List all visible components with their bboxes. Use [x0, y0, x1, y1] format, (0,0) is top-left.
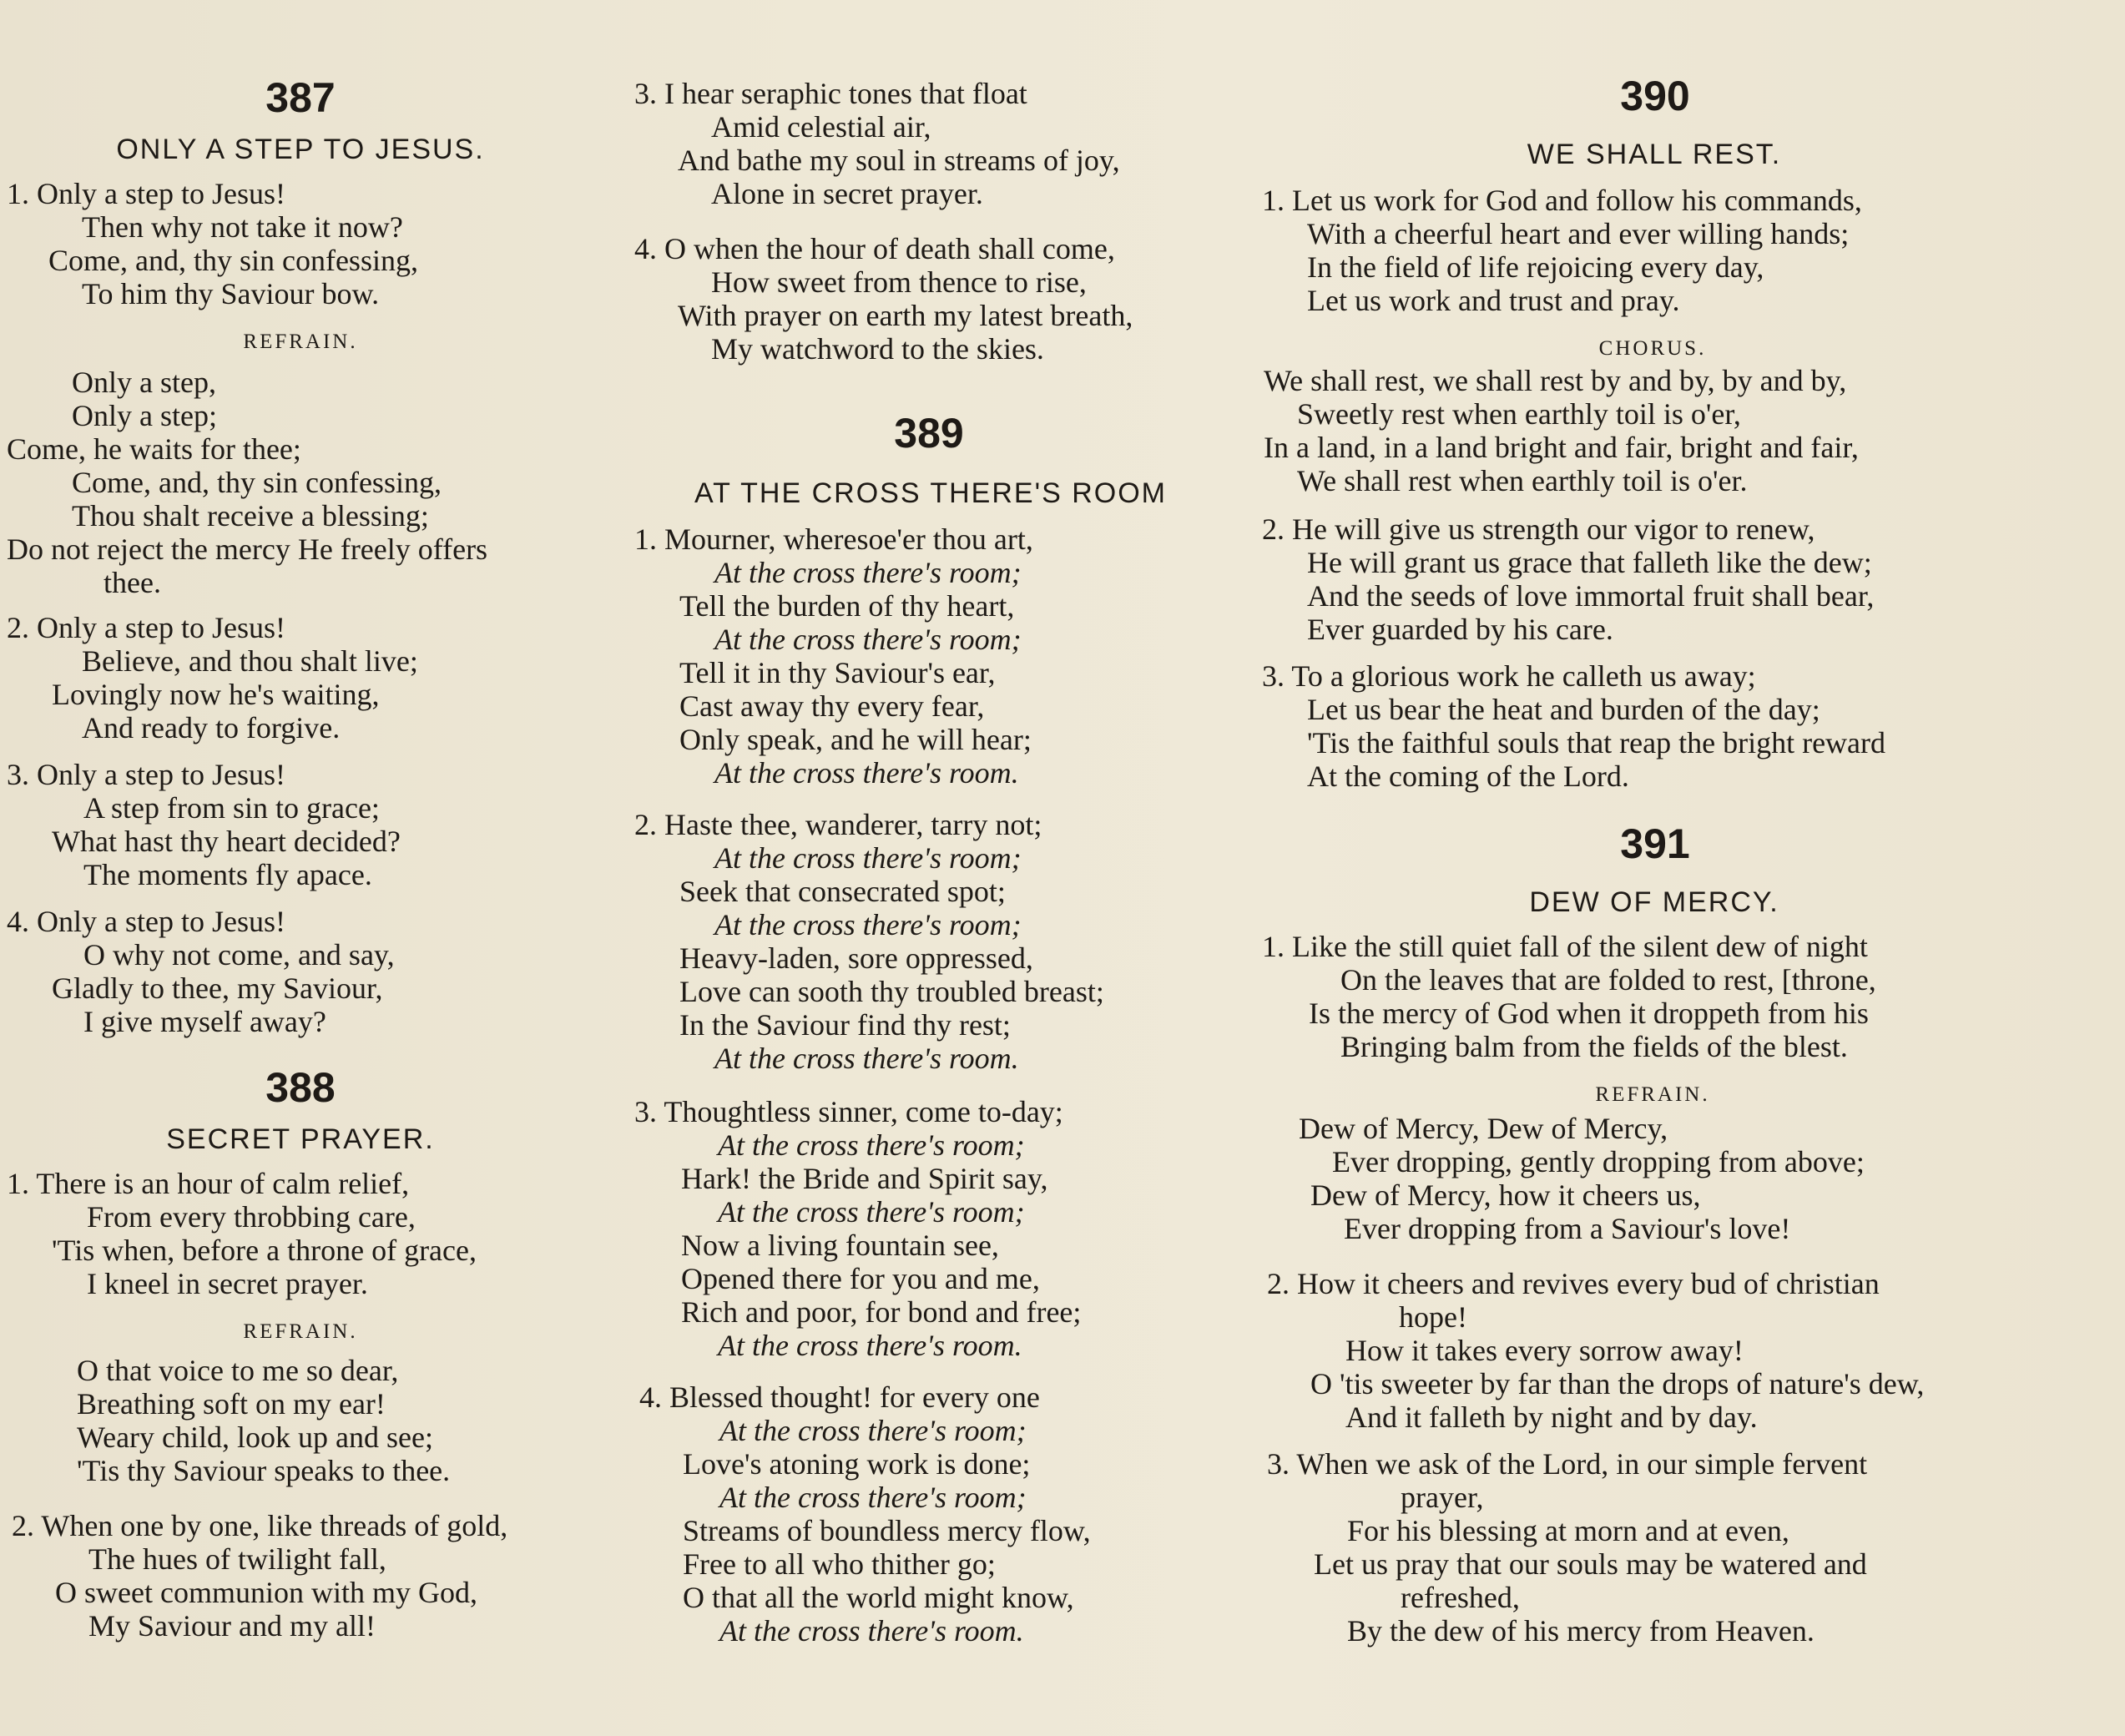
verse-line: prayer,: [1401, 1481, 1484, 1514]
verse-line: In the Saviour find thy rest;: [679, 1008, 1011, 1042]
verse-line: hope!: [1399, 1300, 1467, 1334]
verse-line: And ready to forgive.: [82, 711, 341, 744]
verse-line: From every throbbing care,: [87, 1200, 416, 1234]
verse-line: Let us bear the heat and burden of the day;: [1307, 693, 1820, 726]
verse-line: O why not come, and say,: [83, 938, 395, 971]
verse-line: Hark! the Bride and Spirit say,: [681, 1162, 1048, 1195]
verse-line: To him thy Saviour bow.: [82, 277, 380, 310]
refrain-line: Dew of Mercy, how it cheers us,: [1310, 1178, 1701, 1212]
verse-line: 3. Thoughtless sinner, come to-day;: [634, 1095, 1063, 1128]
verse-line: 2. He will give us strength our vigor to renew,: [1262, 512, 1815, 546]
verse-line: 'Tis when, before a throne of grace,: [52, 1234, 477, 1267]
refrain-line: 'Tis thy Saviour speaks to thee.: [77, 1454, 451, 1487]
verse-line: Love can sooth thy troubled breast;: [679, 975, 1104, 1008]
hymn-title: WE SHALL REST.: [1527, 139, 1782, 170]
hymn-number: 387: [265, 74, 336, 121]
verse-line: Free to all who thither go;: [683, 1547, 996, 1581]
refrain-line: Come, and, thy sin confessing,: [72, 466, 442, 499]
verse-line: Bringing balm from the fields of the blest.: [1340, 1030, 1848, 1063]
verse-line: Opened there for you and me,: [681, 1262, 1040, 1295]
verse-line: For his blessing at morn and at even,: [1347, 1514, 1789, 1547]
refrain-line: Breathing soft on my ear!: [77, 1387, 386, 1421]
verse-line: Love's atoning work is done;: [683, 1447, 1031, 1481]
verse-line-italic: At the cross there's room;: [719, 1481, 1027, 1514]
verse-line-italic: At the cross there's room;: [719, 1414, 1027, 1447]
verse-line: And the seeds of love immortal fruit shall bear,: [1307, 579, 1875, 613]
verse-line: 2. Only a step to Jesus!: [7, 611, 285, 644]
verse-line: Let us work and trust and pray.: [1307, 284, 1680, 317]
verse-line: 3. I hear seraphic tones that float: [634, 77, 1027, 110]
verse-line: 4. O when the hour of death shall come,: [634, 232, 1115, 265]
hymn-number: 389: [894, 410, 964, 457]
verse-line: 1. Let us work for God and follow his commands,: [1262, 184, 1862, 217]
verse-line: 1. Only a step to Jesus!: [7, 177, 285, 210]
verse-line: How it takes every sorrow away!: [1345, 1334, 1744, 1367]
refrain-label: REFRAIN.: [1595, 1083, 1710, 1106]
verse-line: Only speak, and he will hear;: [679, 723, 1032, 756]
verse-line: Gladly to thee, my Saviour,: [52, 971, 383, 1005]
verse-line: I give myself away?: [83, 1005, 326, 1038]
refrain-line: Ever dropping from a Saviour's love!: [1344, 1212, 1791, 1245]
verse-line: On the leaves that are folded to rest, [throne,: [1340, 963, 1876, 997]
verse-line: How sweet from thence to rise,: [711, 265, 1087, 299]
verse-line: Seek that consecrated spot;: [679, 875, 1006, 908]
verse-line: refreshed,: [1401, 1581, 1520, 1614]
chorus-line: We shall rest, we shall rest by and by, by and by,: [1264, 364, 1847, 397]
refrain-label: REFRAIN.: [243, 1320, 358, 1343]
verse-line: Streams of boundless mercy flow,: [683, 1514, 1091, 1547]
verse-line: By the dew of his mercy from Heaven.: [1347, 1614, 1815, 1648]
verse-line-italic: At the cross there's room;: [718, 1195, 1025, 1229]
verse-line-italic: At the cross there's room;: [714, 908, 1022, 941]
verse-line: My Saviour and my all!: [88, 1609, 376, 1643]
chorus-line: We shall rest when earthly toil is o'er.: [1297, 464, 1748, 497]
refrain-label: REFRAIN.: [243, 331, 358, 353]
refrain-line: Do not reject the mercy He freely offers: [7, 532, 488, 566]
verse-line: 2. How it cheers and revives every bud of christian: [1267, 1267, 1880, 1300]
verse-line: 3. Only a step to Jesus!: [7, 758, 285, 791]
verse-line: 3. To a glorious work he calleth us away;: [1262, 659, 1756, 693]
verse-line: Rich and poor, for bond and free;: [681, 1295, 1082, 1329]
verse-line: Now a living fountain see,: [681, 1229, 999, 1262]
verse-line-italic: At the cross there's room.: [714, 756, 1019, 790]
chorus-label: CHORUS.: [1598, 337, 1707, 360]
verse-line: 1. Mourner, wheresoe'er thou art,: [634, 522, 1033, 556]
hymn-title: ONLY A STEP TO JESUS.: [116, 134, 485, 165]
refrain-line: Thou shalt receive a blessing;: [72, 499, 429, 532]
verse-line: Believe, and thou shalt live;: [82, 644, 418, 678]
chorus-line: In a land, in a land bright and fair, bright and fair,: [1264, 431, 1859, 464]
verse-line-italic: At the cross there's room.: [719, 1614, 1024, 1648]
verse-line: Alone in secret prayer.: [711, 177, 983, 210]
chorus-line: Sweetly rest when earthly toil is o'er,: [1297, 397, 1741, 431]
refrain-line: Only a step;: [72, 399, 217, 432]
refrain-line: Weary child, look up and see;: [77, 1421, 433, 1454]
verse-line: Cast away thy every fear,: [679, 689, 985, 723]
verse-line: My watchword to the skies.: [711, 332, 1044, 366]
hymn-title: AT THE CROSS THERE'S ROOM: [694, 477, 1167, 509]
verse-line: Lovingly now he's waiting,: [52, 678, 380, 711]
verse-line: 4. Blessed thought! for every one: [639, 1380, 1040, 1414]
refrain-line: Dew of Mercy, Dew of Mercy,: [1299, 1112, 1668, 1145]
refrain-line: Ever dropping, gently dropping from above;: [1332, 1145, 1865, 1178]
verse-line-italic: At the cross there's room.: [714, 1042, 1019, 1075]
verse-line: Ever guarded by his care.: [1307, 613, 1613, 646]
verse-line: The moments fly apace.: [83, 858, 372, 891]
verse-line: 1. Like the still quiet fall of the silent dew of night: [1262, 930, 1868, 963]
verse-line: With prayer on earth my latest breath,: [678, 299, 1133, 332]
verse-line-italic: At the cross there's room;: [714, 556, 1022, 589]
verse-line: 2. When one by one, like threads of gold,: [12, 1509, 508, 1542]
verse-line: O sweet communion with my God,: [55, 1576, 477, 1609]
verse-line-italic: At the cross there's room.: [718, 1329, 1022, 1362]
refrain-line: thee.: [103, 566, 161, 599]
verse-line: I kneel in secret prayer.: [87, 1267, 368, 1300]
refrain-line: O that voice to me so dear,: [77, 1354, 399, 1387]
verse-line: O 'tis sweeter by far than the drops of nature's dew,: [1310, 1367, 1925, 1400]
verse-line: Is the mercy of God when it droppeth from his: [1309, 997, 1869, 1030]
hymn-title: DEW OF MERCY.: [1529, 886, 1779, 918]
hymn-number: 388: [265, 1064, 336, 1111]
hymn-number: 390: [1620, 73, 1690, 119]
verse-line-italic: At the cross there's room;: [714, 623, 1022, 656]
verse-line: What hast thy heart decided?: [52, 825, 401, 858]
verse-line: Heavy-laden, sore oppressed,: [679, 941, 1033, 975]
verse-line: Then why not take it now?: [82, 210, 403, 244]
verse-line: 2. Haste thee, wanderer, tarry not;: [634, 808, 1042, 841]
verse-line: Let us pray that our souls may be watered and: [1314, 1547, 1867, 1581]
verse-line: And it falleth by night and by day.: [1345, 1400, 1758, 1434]
verse-line-italic: At the cross there's room;: [714, 841, 1022, 875]
verse-line: In the field of life rejoicing every day,: [1307, 250, 1764, 284]
verse-line: Tell it in thy Saviour's ear,: [679, 656, 996, 689]
verse-line: With a cheerful heart and ever willing hands;: [1307, 217, 1850, 250]
verse-line: Come, and, thy sin confessing,: [48, 244, 418, 277]
verse-line: He will grant us grace that falleth like the dew;: [1307, 546, 1872, 579]
hymn-number: 391: [1620, 820, 1690, 867]
refrain-line: Come, he waits for thee;: [7, 432, 301, 466]
verse-line-italic: At the cross there's room;: [718, 1128, 1025, 1162]
verse-line: Tell the burden of thy heart,: [679, 589, 1015, 623]
verse-line: 1. There is an hour of calm relief,: [7, 1167, 410, 1200]
verse-line: O that all the world might know,: [683, 1581, 1074, 1614]
verse-line: Amid celestial air,: [711, 110, 931, 144]
verse-line: 'Tis the faithful souls that reap the bright reward: [1307, 726, 1886, 760]
refrain-line: Only a step,: [72, 366, 216, 399]
verse-line: 4. Only a step to Jesus!: [7, 905, 285, 938]
verse-line: And bathe my soul in streams of joy,: [678, 144, 1120, 177]
verse-line: The hues of twilight fall,: [88, 1542, 386, 1576]
hymn-title: SECRET PRAYER.: [166, 1123, 435, 1155]
verse-line: A step from sin to grace;: [83, 791, 380, 825]
verse-line: At the coming of the Lord.: [1307, 760, 1629, 793]
verse-line: 3. When we ask of the Lord, in our simple fervent: [1267, 1447, 1868, 1481]
